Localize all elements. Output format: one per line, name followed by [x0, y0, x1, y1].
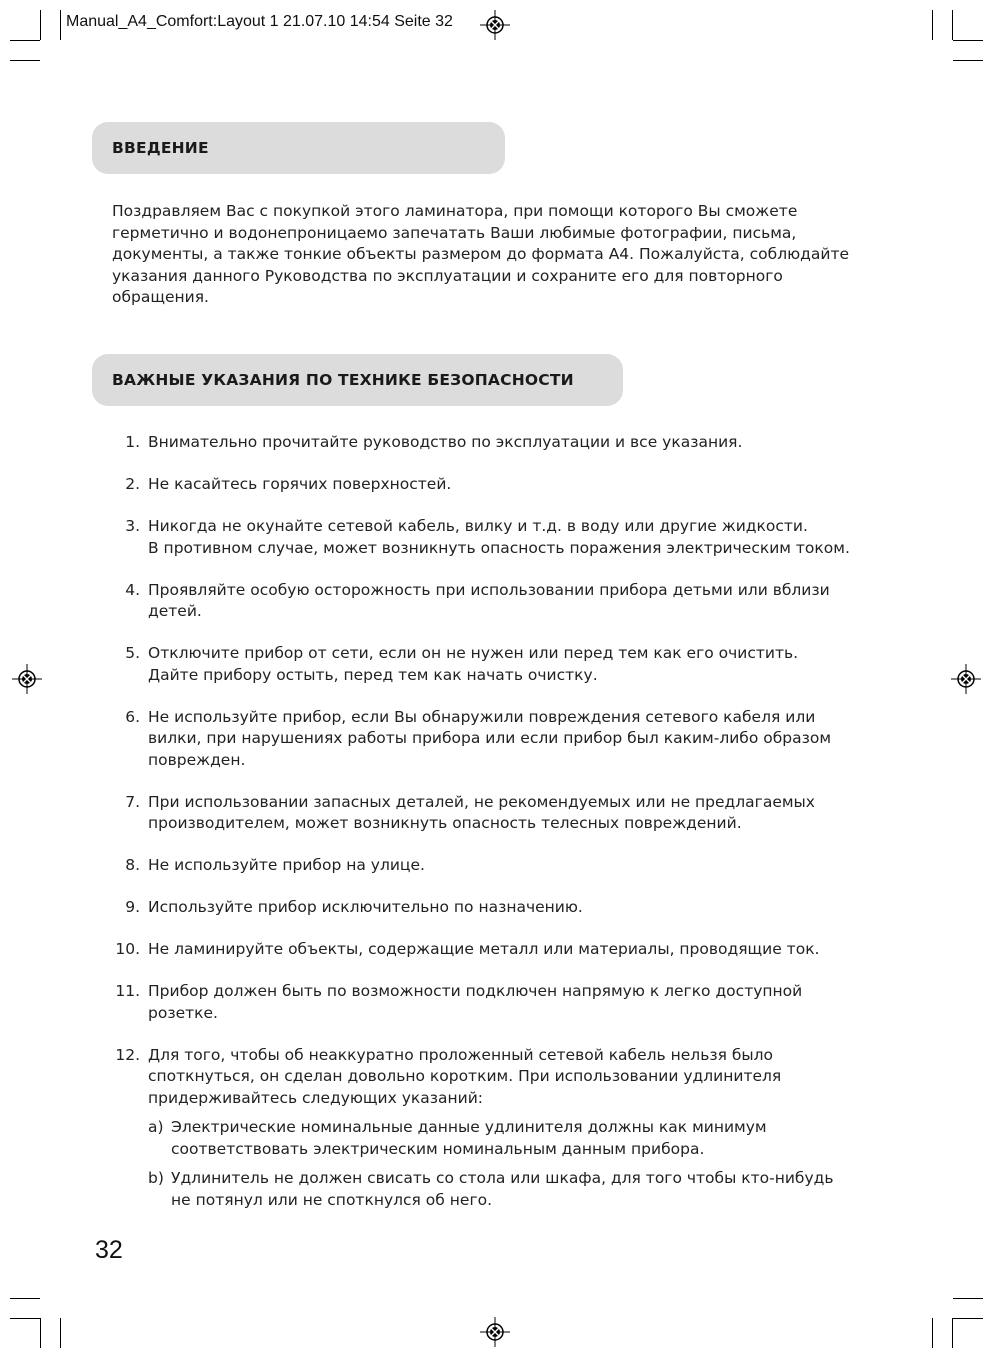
list-item [110, 897, 870, 919]
item-text: вилки, при нарушениях работы прибора или если прибор был каким-либо образом [148, 729, 832, 747]
list-item [110, 939, 870, 961]
crop-mark-bottom-right-h2 [953, 1298, 983, 1299]
item-text: При использовании запасных деталей, не рекомендуемых или не предлагаемых [148, 792, 815, 811]
crop-mark-top-left-v [40, 10, 41, 40]
crop-mark-bottom-right-v2 [932, 1318, 933, 1348]
crop-mark-top-left-h [10, 40, 40, 41]
item-number: 1. [125, 433, 140, 451]
crop-mark-bottom-left-v2 [60, 1318, 61, 1348]
item-number: 6. [125, 707, 140, 726]
sub-item-text: Удлинитель не должен свисать со стола или шкафа, для того чтобы кто-нибудь [171, 1169, 834, 1187]
crop-mark-top-right-v2 [932, 10, 933, 40]
item-text: Используйте прибор исключительно по назначению. [148, 898, 583, 916]
registration-mark-left-icon [12, 664, 42, 694]
safety-section-header [92, 354, 623, 406]
list-item [110, 432, 870, 454]
registration-mark-top-icon [480, 10, 510, 40]
list-item [110, 643, 870, 686]
intro-line: Поздравляем Вас с покупкой этого ламинатора, при помощи которого Вы сможете [112, 202, 798, 220]
registration-mark-right-icon [951, 664, 981, 694]
sub-item-text: соответствовать электрическим номинальным данным прибора. [171, 1139, 705, 1158]
list-item [110, 580, 870, 623]
item-text: Внимательно прочитайте руководство по эксплуатации и все указания. [148, 433, 743, 451]
item-text: Не используйте прибор на улице. [148, 856, 425, 874]
safety-section-title: ВАЖНЫЕ УКАЗАНИЯ ПО ТЕХНИКЕ БЕЗОПАСНОСТИ [112, 371, 574, 389]
item-text: придерживайтесь следующих указаний: [148, 1088, 483, 1107]
print-slug: Manual_A4_Comfort:Layout 1 21.07.10 14:54 Seite 32 [66, 13, 453, 30]
item-number: 4. [125, 580, 140, 599]
page-number: 32 [95, 1236, 123, 1264]
item-number: 8. [125, 856, 140, 874]
crop-mark-top-right-h2 [953, 60, 983, 61]
list-item [110, 474, 870, 496]
list-item [110, 981, 870, 1024]
intro-section-header [92, 122, 505, 174]
item-number: 2. [125, 475, 140, 493]
intro-line: обращения. [112, 288, 209, 306]
crop-mark-bottom-left-h [10, 1318, 40, 1319]
item-text: споткнуться, он сделан довольно коротким. При использовании удлинителя [148, 1067, 782, 1085]
sub-item-text: не потянул или не споткнулся об него. [171, 1190, 492, 1209]
item-text: Никогда не окунайте сетевой кабель, вилку и т.д. в воду или другие жидкости. [148, 517, 808, 535]
sub-item [148, 1117, 870, 1160]
item-text: Для того, чтобы об неаккуратно проложенный сетевой кабель нельзя было [148, 1045, 774, 1064]
intro-line: герметично и водонепроницаемо запечатать Ваши любимые фотографии, письма, [112, 223, 797, 242]
item-number: 12. [115, 1045, 140, 1064]
list-item [110, 516, 870, 559]
safety-list [110, 432, 870, 1232]
intro-section-title: ВВЕДЕНИЕ [112, 139, 209, 157]
item-text: Прибор должен быть по возможности подключен напрямую к легко доступной [148, 982, 803, 1000]
item-number: 7. [125, 792, 140, 811]
crop-mark-bottom-left-v [40, 1318, 41, 1348]
item-text: детей. [148, 602, 202, 620]
sub-item [148, 1168, 870, 1211]
intro-paragraph [112, 201, 872, 309]
crop-mark-top-right-h [953, 40, 983, 41]
list-item [110, 792, 870, 835]
item-text: Проявляйте особую осторожность при использовании прибора детьми или вблизи [148, 580, 830, 599]
item-text: розетке. [148, 1003, 218, 1022]
item-text: Не касайтесь горячих поверхностей. [148, 475, 452, 493]
item-number: 11. [115, 982, 140, 1000]
item-text: поврежден. [148, 750, 246, 769]
list-item [110, 855, 870, 877]
crop-mark-bottom-left-h2 [10, 1298, 40, 1299]
registration-mark-bottom-icon [480, 1317, 510, 1347]
crop-mark-top-left-h2 [10, 60, 40, 61]
intro-line: указания данного Руководства по эксплуатации и сохраните его для повторного [112, 266, 783, 285]
sub-item-letter: b) [148, 1169, 164, 1187]
intro-line: документы, а также тонкие объекты размером до формата A4. Пожалуйста, соблюдайте [112, 245, 850, 263]
item-number: 5. [125, 644, 140, 662]
item-text: Отключите прибор от сети, если он не нужен или перед тем как его очистить. [148, 644, 799, 662]
crop-mark-bottom-right-h [953, 1318, 983, 1319]
list-item [110, 707, 870, 772]
item-number: 10. [115, 940, 140, 958]
crop-mark-top-left-v2 [60, 10, 61, 40]
crop-mark-bottom-right-v [952, 1318, 953, 1348]
item-number: 9. [125, 898, 140, 916]
list-item [110, 1045, 870, 1212]
sub-item-text: Электрические номинальные данные удлинителя должны как минимум [171, 1118, 767, 1136]
item-number: 3. [125, 517, 140, 535]
item-text: Не используйте прибор, если Вы обнаружили повреждения сетевого кабеля или [148, 707, 816, 726]
crop-mark-top-right-v [952, 10, 953, 40]
item-text: Дайте прибору остыть, перед тем как начать очистку. [148, 665, 598, 684]
item-text: Не ламинируйте объекты, содержащие металл или материалы, проводящие ток. [148, 940, 820, 958]
sub-item-letter: a) [148, 1118, 164, 1136]
item-text: В противном случае, может возникнуть опасность поражения электрическим током. [148, 538, 850, 557]
item-text: производителем, может возникнуть опасность телесных повреждений. [148, 814, 742, 832]
